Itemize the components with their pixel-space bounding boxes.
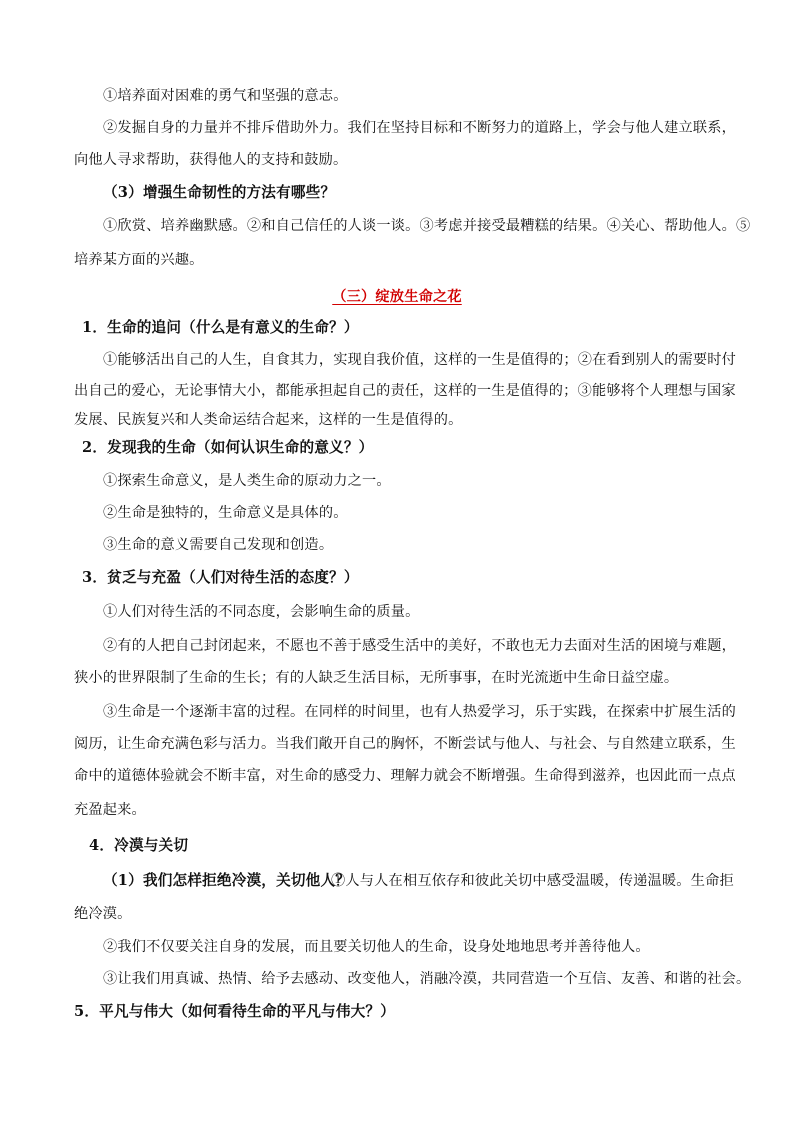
paragraph-line: 发展、民族复兴和人类命运结合起来，这样的一生是值得的。 [74,412,463,428]
heading: 5．平凡与伟大（如何看待生命的平凡与伟大？） [74,1003,396,1020]
paragraph-line: ①人们对待生活的不同态度，会影响生命的质量。 [103,604,420,620]
paragraph-line: ①欣赏、培养幽默感。②和自己信任的人谈一谈。③考虑并接受最糟糕的结果。④关心、帮助他人。⑤ [103,218,751,234]
paragraph-line: 阅历，让生命充满色彩与活力。当我们敞开自己的胸怀，不断尝试与他人、与社会、与自然建立联系，生 [74,736,736,752]
subheading: （1）我们怎样拒绝冷漠，关切他人？ [103,872,351,889]
paragraph-line: ①能够活出自己的人生，自食其力，实现自我价值，这样的一生是值得的；②在看到别人的需要时付 [103,352,737,368]
paragraph-line: ②生命是独特的，生命意义是具体的。 [103,505,348,521]
paragraph-line: ②发掘自身的力量并不排斥借助外力。我们在坚持目标和不断努力的道路上，学会与他人建立联系， [103,120,737,136]
paragraph-line: ③让我们用真诚、热情、给予去感动、改变他人，消融冷漠，共同营造一个互信、友善、和谐的社会。 [103,971,751,987]
paragraph-line: 向他人寻求帮助，获得他人的支持和鼓励。 [74,152,348,168]
paragraph-line: ②有的人把自己封闭起来，不愿也不善于感受生活中的美好，不敢也无力去面对生活的困境与难题， [103,638,737,654]
heading: 4．冷漠与关切 [89,837,189,854]
heading: 2．发现我的生命（如何认识生命的意义？） [82,439,374,456]
paragraph-line: 狭小的世界限制了生命的生长；有的人缺乏生活目标，无所事事，在时光流逝中生命日益空虚。 [74,670,679,686]
paragraph-line: ①探索生命意义，是人类生命的原动力之一。 [103,473,391,489]
subheading: （3）增强生命韧性的方法有哪些？ [103,184,336,201]
section-title: （三）绽放生命之花 [332,289,462,305]
heading: 3．贫乏与充盈（人们对待生活的态度？） [82,569,359,586]
heading: 1．生命的追问（什么是有意义的生命？） [82,319,359,336]
paragraph-line: 培养某方面的兴趣。 [74,252,204,268]
paragraph-line: ①培养面对困难的勇气和坚强的意志。 [103,88,348,104]
paragraph-line: ③生命的意义需要自己发现和创造。 [103,537,334,553]
paragraph-line: ②我们不仅要关注自身的发展，而且要关切他人的生命，设身处地地思考并善待他人。 [103,939,650,955]
paragraph-line: 充盈起来。 [74,802,146,818]
paragraph-line: 命中的道德体验就会不断丰富，对生命的感受力、理解力就会不断增强。生命得到滋养，也因此而一点点 [74,768,736,784]
paragraph-line: 出自己的爱心，无论事情大小，都能承担起自己的责任，这样的一生是值得的；③能够将个人理想与国家 [74,383,736,399]
paragraph-line: ①人与人在相互依存和彼此关切中感受温暖，传递温暖。生命拒 [331,873,734,889]
paragraph-line: 绝冷漠。 [74,906,132,922]
paragraph-line: ③生命是一个逐渐丰富的过程。在同样的时间里，也有人热爱学习，乐于实践，在探索中扩展生活的 [103,704,737,720]
